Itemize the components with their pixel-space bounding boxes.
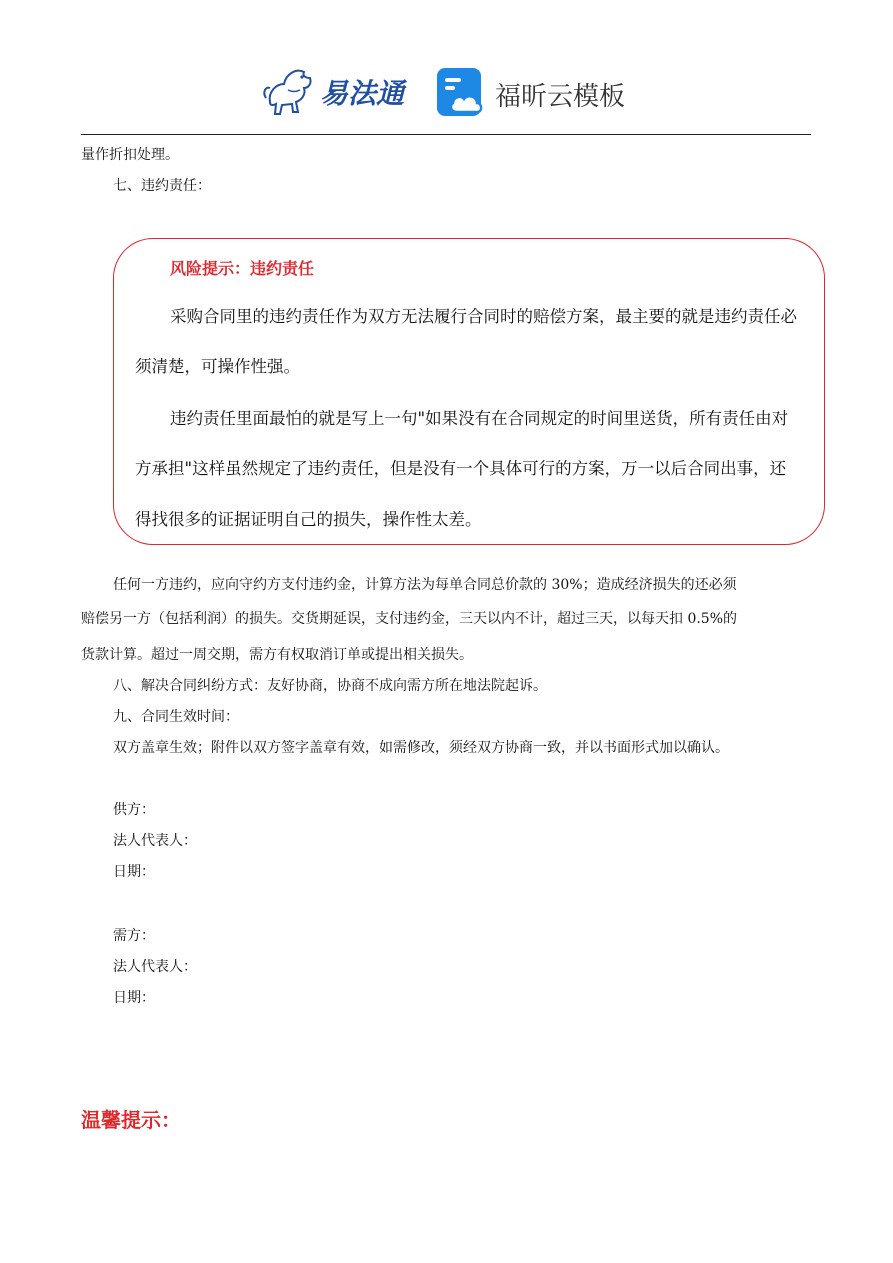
- cloud-document-icon: [435, 66, 487, 118]
- section-9-text: 双方盖章生效；附件以双方签字盖章有效，如需修改，须经双方协商一致，并以书面形式加以确认。: [113, 740, 729, 756]
- page-header: [0, 56, 893, 126]
- section-8: 八、解决合同纠纷方式：友好协商，协商不成向需方所在地法院起诉。: [113, 678, 547, 694]
- risk-paragraph-1-line-1: 采购合同里的违约责任作为双方无法履行合同时的赔偿方案，最主要的就是违约责任必: [170, 307, 797, 326]
- fuxin-cloud-template-logo: [435, 64, 635, 120]
- risk-tip-title: 风险提示：违约责任: [170, 259, 315, 278]
- qilin-icon: [262, 62, 322, 118]
- section-7-title: 七、违约责任：: [113, 178, 211, 194]
- risk-paragraph-2-line-1: 违约责任里面最怕的就是写上一句"如果没有在合同规定的时间里送货，所有责任由对: [170, 409, 789, 428]
- yifatong-logo-text: 易法通: [320, 77, 405, 110]
- yifatong-logo: [262, 62, 412, 118]
- warm-tip-heading: 温馨提示：: [81, 1108, 181, 1132]
- buyer-label: 需方：: [113, 928, 155, 944]
- risk-tip-box: [113, 238, 825, 545]
- continued-text: 量作折扣处理。: [81, 147, 179, 163]
- buyer-representative-label: 法人代表人：: [113, 959, 197, 975]
- risk-paragraph-2-line-3: 得找很多的证据证明自己的损失，操作性太差。: [135, 510, 482, 529]
- section-9-title: 九、合同生效时间：: [113, 709, 239, 725]
- supplier-label: 供方：: [113, 802, 155, 818]
- breach-paragraph-line-2: 赔偿另一方（包括利润）的损失。交货期延误，支付违约金，三天以内不计，超过三天，以每天扣 0.5%的: [81, 611, 738, 627]
- supplier-representative-label: 法人代表人：: [113, 833, 197, 849]
- risk-paragraph-1-line-2: 须清楚，可操作性强。: [135, 357, 300, 376]
- buyer-date-label: 日期：: [113, 990, 155, 1006]
- breach-paragraph-line-1: 任何一方违约，应向守约方支付违约金，计算方法为每单合同总价款的 30%；造成经济损失的还必须: [113, 577, 737, 593]
- risk-paragraph-2-line-2: 方承担"这样虽然规定了违约责任，但是没有一个具体可行的方案，万一以后合同出事，还: [135, 459, 787, 478]
- supplier-date-label: 日期：: [113, 864, 155, 880]
- breach-paragraph-line-3: 货款计算。超过一周交期，需方有权取消订单或提出相关损失。: [81, 647, 473, 663]
- fuxin-logo-text: 福昕云模板: [495, 82, 626, 112]
- header-divider: [81, 134, 811, 135]
